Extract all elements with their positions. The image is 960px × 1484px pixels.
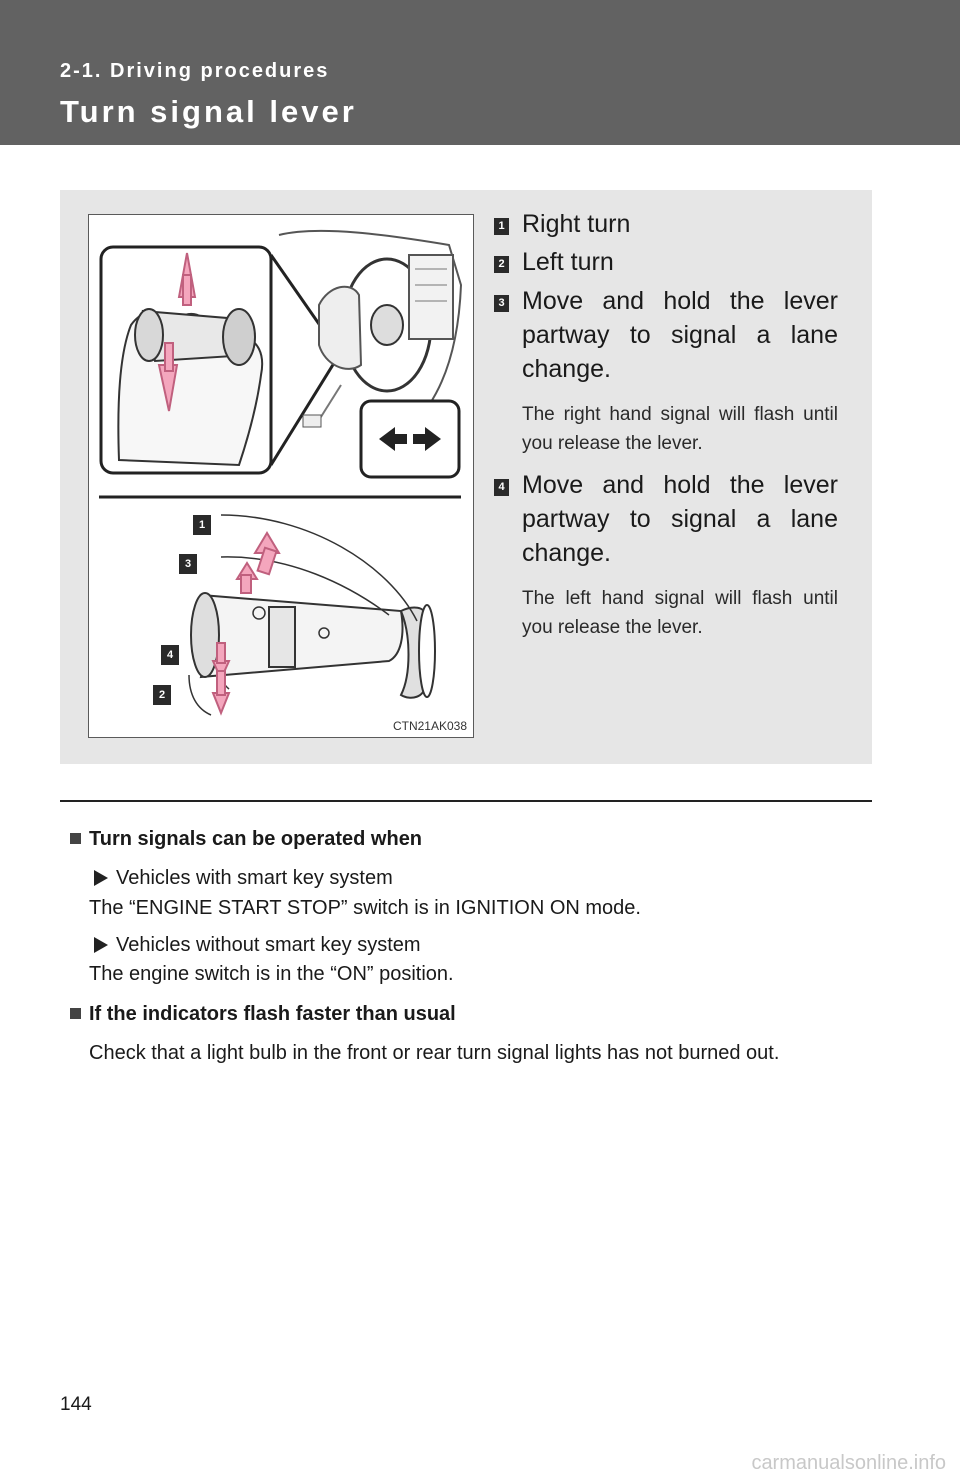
item-text-3: Move and hold the lever partway to signal a lane change. xyxy=(522,287,838,383)
triangle-bullet-icon xyxy=(94,937,108,953)
section-heading-fast-flash xyxy=(70,1003,456,1026)
callout-badge-3: 3 xyxy=(179,554,197,574)
lever-tip xyxy=(135,309,163,361)
square-bullet-icon xyxy=(70,1008,81,1019)
heading-text: Turn signals can be operated when xyxy=(89,828,423,850)
item-text-4: Move and hold the lever partway to signal a lane change. xyxy=(522,471,838,567)
triangle-bullet-icon xyxy=(94,870,108,886)
fast-flash-text: Check that a light bulb in the front or rear turn signal lights has not burned out. xyxy=(89,1042,780,1064)
heading-text: If the indicators flash faster than usual xyxy=(89,1003,456,1025)
section-label: 2-1. Driving procedures xyxy=(60,60,330,82)
page-title: Turn signal lever xyxy=(60,94,357,129)
condition-smart-key xyxy=(94,867,393,890)
callout-badge-2: 2 xyxy=(153,685,171,705)
inset-arrows-frame xyxy=(361,401,459,477)
page-number: 144 xyxy=(60,1394,92,1415)
figure-illustration xyxy=(89,215,473,737)
watermark: carmanualsonline.info xyxy=(751,1452,946,1474)
callout-badge-1: 1 xyxy=(193,515,211,535)
item-note-3: The right hand signal will flash until you release the lever. xyxy=(522,404,838,454)
item-badge-1: 1 xyxy=(494,218,509,235)
condition-label: Vehicles with smart key system xyxy=(116,867,393,889)
item-note-4: The left hand signal will flash until you release the lever. xyxy=(522,588,838,638)
item-badge-3: 3 xyxy=(494,295,509,312)
item-badge-2: 2 xyxy=(494,256,509,273)
condition-label: Vehicles without smart key system xyxy=(116,934,421,956)
condition-no-smart-key xyxy=(94,934,421,957)
square-bullet-icon xyxy=(70,833,81,844)
condition-text: The “ENGINE START STOP” switch is in IGNITION ON mode. xyxy=(89,897,641,919)
section-heading-operation xyxy=(70,828,422,851)
condition-text: The engine switch is in the “ON” position. xyxy=(89,963,454,985)
item-text-1: Right turn xyxy=(522,210,631,238)
lever-body xyxy=(201,595,403,677)
figure-code: CTN21AK038 xyxy=(392,719,467,733)
column-ring xyxy=(223,309,255,365)
header-bar xyxy=(0,0,960,145)
item-badge-4: 4 xyxy=(494,479,509,496)
callout-badge-4: 4 xyxy=(161,645,179,665)
section-divider xyxy=(60,800,872,802)
turn-signal-figure xyxy=(88,214,474,738)
item-text-2: Left turn xyxy=(522,248,614,276)
